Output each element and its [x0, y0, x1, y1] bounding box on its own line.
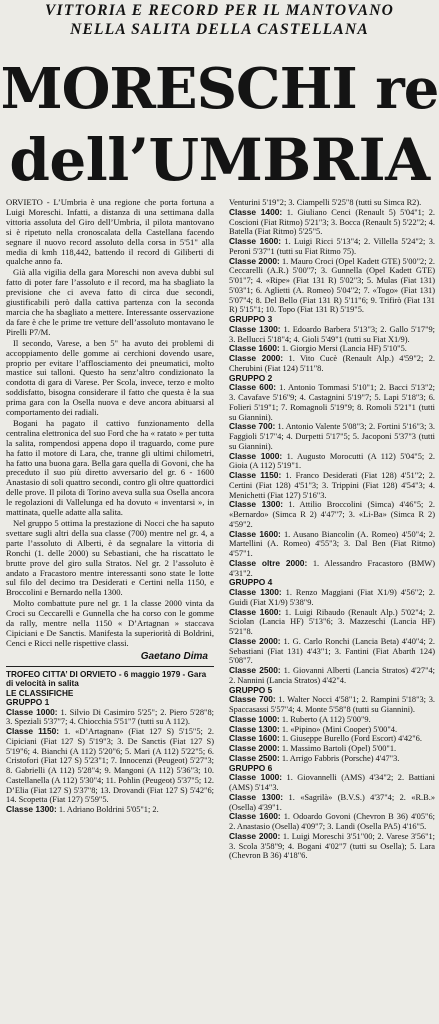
class-standings: 1. Renzo Maggiani (Fiat X1/9) 4'56"2; 2. Guidi (Fiat X1/9) 5'38"9.	[229, 588, 435, 607]
group-heading: GRUPPO 1	[6, 696, 50, 707]
class-standings: 1. Giovanni Alberti (Lancia Stratos) 4'27"4; 2. Nannini (Lancia Stratos) 4'42"4.	[229, 666, 435, 685]
class-label: Classe 1300:	[229, 323, 281, 334]
class-result	[229, 257, 435, 316]
class-standings: 1. «D’Artagnan» (Fiat 127 S) 5'15"5; 2. Cipiciani (Fiat 127 S) 5'19"3; 3. De Sanctis (Fiat 127 S) 5'19"6; 4. Bianchi (A 112) 5'20"6; 5. Mari (A 112) 5'22"5; 6. Cristofori (Fiat 127 S) 5'23"1; 7. Innocenzi (Peugeot) 5'27"3; 8. Gabrielli (A 112) 5'28"4; 9. Mangoni (A 112) 5'36"3; 10. Castellanella (A 112) 5'30"4; 11. Pohlin (Peugeot) 5'37"5; 12. D’Elia (Fiat 127 S) 5'37"8; 13. Drovandi (Fiat 127 S) 5'42"6; 14. Scopetta (Fiat 127) 5'59"5.	[6, 727, 214, 805]
article-paragraph: Nel gruppo 5 ottima la prestazione di Nocci che ha saputo svettare sugli altri della sua classe (700) mentre nel gr. 4, a parte l’assoluto di Alberti, è da segnalare la vittoria di Ronchi (1. delle 2000) su Sebastiani, che ha riscattato le brutte prove del giro sulla Stratos. Nel gr. 2 l’assoluto è andato a Fracastoro mentre interessanti sono state le lotte sul filo del decimo tra Desiderati e Certini nella 1150, e Broccolini e Bernardo nella 1300.	[6, 518, 214, 598]
class-label: Classe 1150:	[6, 726, 60, 737]
class-result	[229, 354, 435, 374]
class-label: Classe 1300:	[229, 791, 284, 802]
group-heading: GRUPPO 5	[229, 684, 273, 695]
results-left	[6, 698, 214, 815]
article-paragraph: Il secondo, Varese, a ben 5" ha avuto dei problemi di accoppiamento delle gomme ai cerchioni dovendo usare, proprio per evitare l’afflosciamento dei pneumatici, molto mastice sui talloni. Questo ha senz’altro condizionato la condotta di gara di Varese. Per Scola, invece, terzo e molto soddisfatto, bisogna considerare il fatto che questa è la sua prima gara con la Osella nuova e deve ancora abituarsi al comportamento dei radiali.	[6, 337, 214, 418]
class-result	[229, 695, 435, 715]
class-result	[6, 708, 214, 728]
class-result	[229, 237, 435, 257]
class-standings: 1. Walter Nocci 4'58"1; 2. Rampini 5'18"3; 3. Spaccasassi 5'57"4; 4. Monte 5'58"8 (tutti su Giannini).	[229, 695, 435, 714]
class-label: Classe 2500:	[229, 665, 281, 675]
class-result	[229, 608, 435, 637]
kicker-line-1: VITTORIA E RECORD PER IL MANTOVANO	[44, 2, 394, 19]
article-paragraph: Bogani ha pagato il cattivo funzionamento della centralina elettronica del suo Ford che ha « ratato » per tutta la salita, rompendosi appena dopo il traguardo, come pure ha fatto il motore di Lara, che, tranne gli ultimi chilometri, ha fatto una buona gara. Bella gara quella di Govoni, che ha preceduto il suo più diretto avversario del gr. 6 - 1600 Anastasio di soli quattro secondi, contro gli oltre quattordici delle prove. Il pilota di Torino aveva sulla sua Osella ancora le regolazioni di Vallelunga ed ha dovuto « inventarsi », in mattinata, quelle adatte alla salita.	[6, 417, 214, 518]
class-standings: 1. Attilio Broccolini (Simca) 4'46"5; 2. «Bernardo» (Simca R 2) 4'47"7; 3. «Li-Ba» (Simca R 2) 4'59"2.	[229, 500, 435, 529]
class-standings: 1. Ausano Biancolin (A. Romeo) 4'50"4; 2. Martellini (A. Romeo) 4'55"3; 3. Dal Ben (Fiat Ritmo) 4'57"1.	[229, 529, 435, 558]
group-heading: GRUPPO 3	[229, 314, 273, 324]
class-label: Classe 2500:	[229, 752, 280, 763]
class-label: Classe 1000:	[6, 706, 58, 717]
class-standings: 1. Silvio Di Casimiro 5'25"; 2. Piero 5'28"8; 3. Speziali 5'37"7; 4. Chiocchia 5'51"7 (tutti su A 112).	[6, 707, 214, 727]
class-label: Classe 1300:	[229, 499, 284, 510]
class-result	[229, 773, 435, 793]
class-standings: 1. Massimo Bartoli (Opel) 5'00"1.	[281, 744, 397, 753]
article-paragraph: Molto combattute pure nel gr. 1 la classe 2000 vinta da Croci su Ceccarelli e Gunnella che ha corso con le gomme da rally, mentre nella 1150 « D’Artagnan » staccava Cipiciani e De Sanctis. Manifesta la superiorità di Boldrini, Cenci e Ricci nelle rispettive classi.	[6, 598, 214, 648]
byline: Gaetano Dima	[140, 650, 208, 662]
results-title: TROFEO CITTA’ DI ORVIETO - 6 maggio 1979 - Gara di velocità in salita	[6, 669, 207, 689]
class-standings: 1. Luigi Ricci 5'13"4; 2. Villella 5'24"2; 3. Peroni 5'37"1 (tutti su Fiat Ritmo 75).	[229, 237, 435, 256]
class-result	[229, 832, 435, 861]
class-label: Classe 1600:	[229, 606, 282, 617]
class-label: Classe 1400:	[229, 206, 283, 217]
class-standings: 1. Franco Desiderati (Fiat 128) 4'51"2; 2. Certini (Fiat 128) 4'51"3; 3. Trippini (Fiat 128) 4'54"3; 4. Menichetti (Fiat 127) 5'16"3.	[229, 471, 435, 500]
article-paragraph: ORVIETO - L’Umbria è una regione che porta fortuna a Luigi Moreschi. Infatti, a distanza di una settimana dalla vittoria assoluta del Giro dell’Umbria, il pilota mantovano si è ripetuto nella cronoscalata della Castellana facendo segnare il nuovo record assoluto della corsa in 5'51" alla media di kmh 118,442, battendo il record di Giliberti di qualche anno fa.	[6, 198, 214, 267]
class-label: Classe 1300:	[6, 804, 57, 815]
group-heading: GRUPPO 2	[229, 372, 273, 383]
article-body	[6, 198, 214, 649]
class-standings: 1. G. Carlo Ronchi (Lancia Beta) 4'40"4; 2. Sebastiani (Fiat 131) 4'43"1; 3. Fantini (Fiat Abarth 124) 5'08"7.	[229, 636, 435, 666]
class-standings: Venturini 5'19"2; 3. Ciampelli 5'25"8 (tutti su Simca R2).	[229, 198, 422, 207]
class-standings: 1. «Sagrilà» (B.V.S.) 4'37"4; 2. «R.B.» (Osella) 4'39"1.	[229, 792, 435, 812]
class-label: Classe 2000:	[229, 635, 281, 646]
class-result	[229, 530, 435, 559]
class-result	[229, 452, 435, 472]
class-label: Classe 1600:	[229, 528, 281, 539]
class-result	[229, 637, 435, 666]
class-standings: 1. Giuseppe Burello (Ford Escort) 4'42"6.	[281, 734, 422, 744]
class-standings: 1. Vito Cucè (Renault Alp.) 4'59"2; 2. Cherubini (Fiat 124) 5'11"8.	[229, 354, 435, 373]
class-result	[229, 666, 435, 686]
class-standings: 1. Odoardo Govoni (Chevron B 36) 4'05"6; 2. Anastasio (Osella) 4'09"7; 3. Landi (Osella PA5) 4'16"5.	[229, 812, 435, 831]
kicker-line-2: NELLA SALITA DELLA CASTELLANA	[70, 21, 369, 38]
class-standings: 1. «Pipino» (Mini Cooper) 5'00"4.	[281, 724, 398, 734]
class-label: Classe 1300:	[229, 723, 280, 734]
class-result	[229, 471, 435, 500]
class-standings: 1. Ruberto (A 112) 5'00"9.	[281, 714, 371, 724]
class-label: Classe 1000:	[229, 713, 280, 724]
class-result	[229, 208, 435, 237]
results-right	[229, 198, 435, 861]
class-label: Classe 2000:	[229, 743, 280, 753]
class-label: Classe 2000:	[229, 830, 281, 841]
right-column	[229, 198, 435, 1020]
class-standings: 1. Antonio Tommasi 5'10"1; 2. Bacci 5'13"2; 3. Cavafave 5'16"9; 4. Castagnini 5'19"7; 5. Lapi 5'18"3; 6. Folieri 5'19"1; 7. Romagnoli 5'19"9; 8. Romoli 5'21"1 (tutti su Giannini).	[229, 383, 435, 422]
class-standings: 1. Edoardo Barbera 5'13"3; 2. Gallo 5'17"9; 3. Bellucci 5'18"4; 4. Gioli 5'49"1 (tutti su Fiat X1/9).	[229, 324, 435, 344]
class-label: Classe 1000:	[229, 450, 283, 461]
divider	[6, 666, 214, 667]
results-subtitle: LE CLASSIFICHE	[6, 688, 74, 698]
class-result	[229, 383, 435, 422]
class-label: Classe 1600:	[229, 343, 280, 354]
class-standings: 1. Giorgio Mersi (Lancia HF) 5'10"5.	[281, 344, 407, 354]
class-standings: 1. Mauro Croci (Opel Kadett GTE) 5'00"2; 2. Ceccarelli (A.R.) 5'00"7; 3. Gunnella (Opel Kadett GTE) 5'01"7; 4. «Ripe» (Fiat 131 R) 5'02"3; 5. Mulas (Fiat 131) 5'03"1; 6. Aglietti (A. Romeo) 5'04"2; 7. «Togo» (Fiat 131) 5'07"4; 8. Del Bello (Fiat 131 R) 5'11"6; 9. Trifirò (Fiat 131 R) 5'15"1; 10. Topo (Fiat 131 R) 5'19"5.	[229, 256, 435, 315]
class-label: Classe 700:	[229, 421, 276, 432]
class-result	[229, 559, 435, 579]
headline-line-2: dell’UMBRIA	[9, 126, 430, 194]
class-standings: 1. Adriano Boldrini 5'05"1; 2.	[58, 805, 159, 815]
class-label: Classe 2000:	[229, 255, 280, 266]
class-standings: 1. Luigi Moreschi 3'51"00; 2. Varese 3'56"1; 3. Scola 3'58"9; 4. Bogani 4'02"7 (tutti su Osella); 5. Lara (Chevron B 36) 4'18"6.	[229, 831, 435, 861]
class-result	[6, 805, 214, 815]
class-result	[229, 793, 435, 813]
headline-line-1: MORESCHI re	[0, 56, 439, 122]
class-label: Classe 600:	[229, 382, 277, 393]
class-result	[229, 812, 435, 832]
class-label: Classe 1600:	[229, 236, 282, 246]
class-result	[229, 588, 435, 608]
class-label: Classe 1150:	[229, 470, 282, 480]
article-paragraph: Già alla vigilia della gara Moreschi non aveva dubbi sul fatto di poter fare l’assoluto e il record, ma ha sbagliato la previsione che ci aveva fatto di circa due secondi, giustificabili però dalla cattiva partenza con la seconda marcia che ha sbagliato a mettere. Interessante osservazione da fare è che le prime tre vetture dell’assoluto montavano le Pirelli P7/M.	[6, 267, 214, 337]
group-heading: GRUPPO 6	[229, 762, 273, 773]
class-result	[6, 727, 214, 805]
class-label: Classe 1000:	[229, 772, 283, 783]
class-result	[229, 325, 435, 345]
class-label: Classe 1600:	[229, 733, 280, 744]
class-standings: 1. Luigi Ribaudo (Renault Alp.) 5'02"4; 2. Sciolan (Lancia HF) 5'13"6; 3. Mazzeschi (Lancia HF) 5'21"8.	[229, 607, 435, 636]
left-column	[6, 198, 214, 1020]
class-result	[229, 500, 435, 529]
class-label: Classe oltre 2000:	[229, 557, 308, 568]
class-label: Classe 2000:	[229, 353, 284, 363]
class-standings: 1. Antonio Valente 5'08"3; 2. Fortini 5'16"3; 3. Faggioli 5'17"4; 4. Durpetti 5'17"5; 5. Jacoponi 5'37"3 (tutti su Giannini).	[229, 422, 435, 451]
class-standings: 1. Augusto Morocutti (A 112) 5'04"5; 2. Gioia (A 112) 5'19"1.	[229, 451, 435, 471]
class-result	[229, 422, 435, 451]
class-standings: 1. Alessandro Fracastoro (BMW) 4'31"2.	[229, 558, 435, 578]
class-standings: 1. Giovannelli (AMS) 4'34"2; 2. Battiani (AMS) 5'14"3.	[229, 773, 435, 792]
class-label: Classe 700:	[229, 694, 276, 705]
class-standings: 1. Giuliano Cenci (Renault 5) 5'04"1; 2. Coscioni (Fiat Ritmo) 5'21"3; 3. Bocca (Renault 5) 5'22"2; 4. Batella (Fiat Ritmo) 5'25"5.	[229, 207, 435, 237]
class-standings: 1. Arrigo Fabbris (Porsche) 4'47"3.	[281, 753, 400, 763]
group-heading: GRUPPO 4	[229, 577, 273, 588]
class-label: Classe 1300:	[229, 587, 282, 597]
class-label: Classe 1600:	[229, 811, 281, 822]
